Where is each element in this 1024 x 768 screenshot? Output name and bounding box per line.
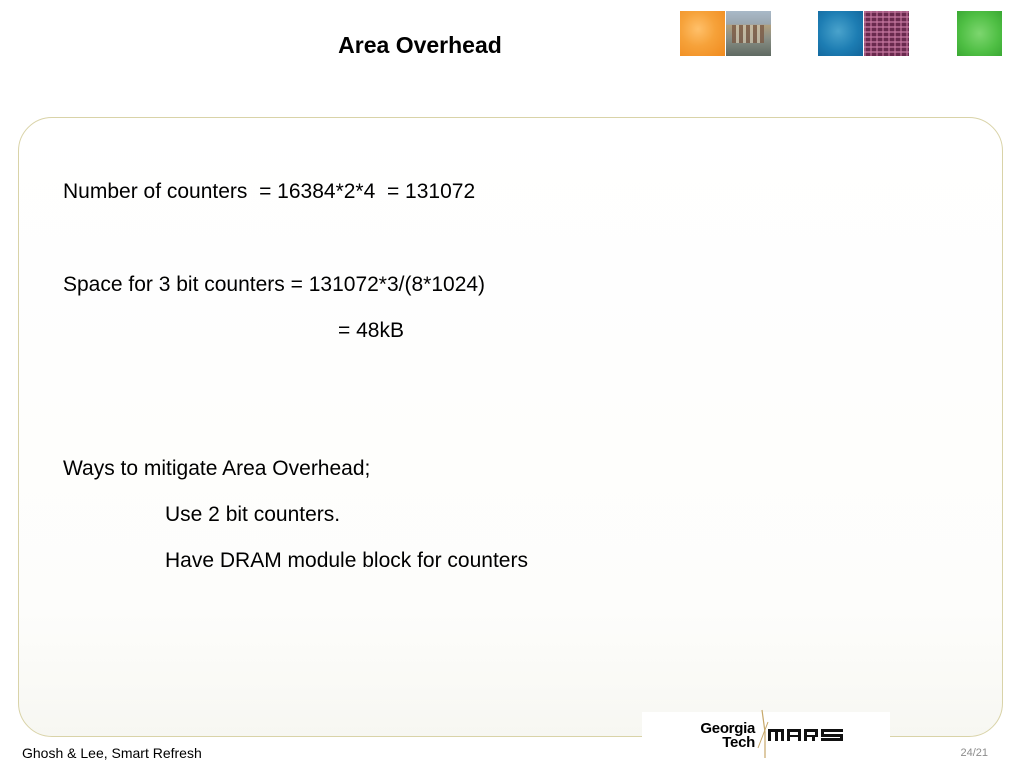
green-tile-image: [957, 11, 1002, 56]
way-item-2: Have DRAM module block for counters: [165, 549, 528, 572]
georgia-tech-logo: [687, 722, 755, 750]
chip-tile-image: [864, 11, 909, 56]
mars-lab-logo: [756, 708, 850, 760]
orange-tile-image: [680, 11, 725, 56]
space-line: Space for 3 bit counters = 131072*3/(8*1024): [63, 273, 486, 296]
georgia-tech-logo-line-1: Georgia: [700, 720, 755, 737]
counters-line: Number of counters = 16384*2*4 = 131072: [63, 180, 476, 203]
ways-heading-line: Ways to mitigate Area Overhead;: [63, 457, 371, 480]
page-number: 24/21: [960, 747, 988, 759]
content-frame: [18, 117, 1003, 737]
blue-tile-image: [818, 11, 863, 56]
space-result-line: = 48kB: [338, 319, 404, 342]
campus-photo-tile-image: [726, 11, 771, 56]
way-item-1: Use 2 bit counters.: [165, 503, 341, 526]
footer-authors: Ghosh & Lee, Smart Refresh: [22, 745, 202, 761]
mars-logo-icon: [756, 708, 850, 760]
georgia-tech-logo-line-2: Tech: [722, 734, 755, 751]
slide-title: Area Overhead: [338, 32, 502, 58]
